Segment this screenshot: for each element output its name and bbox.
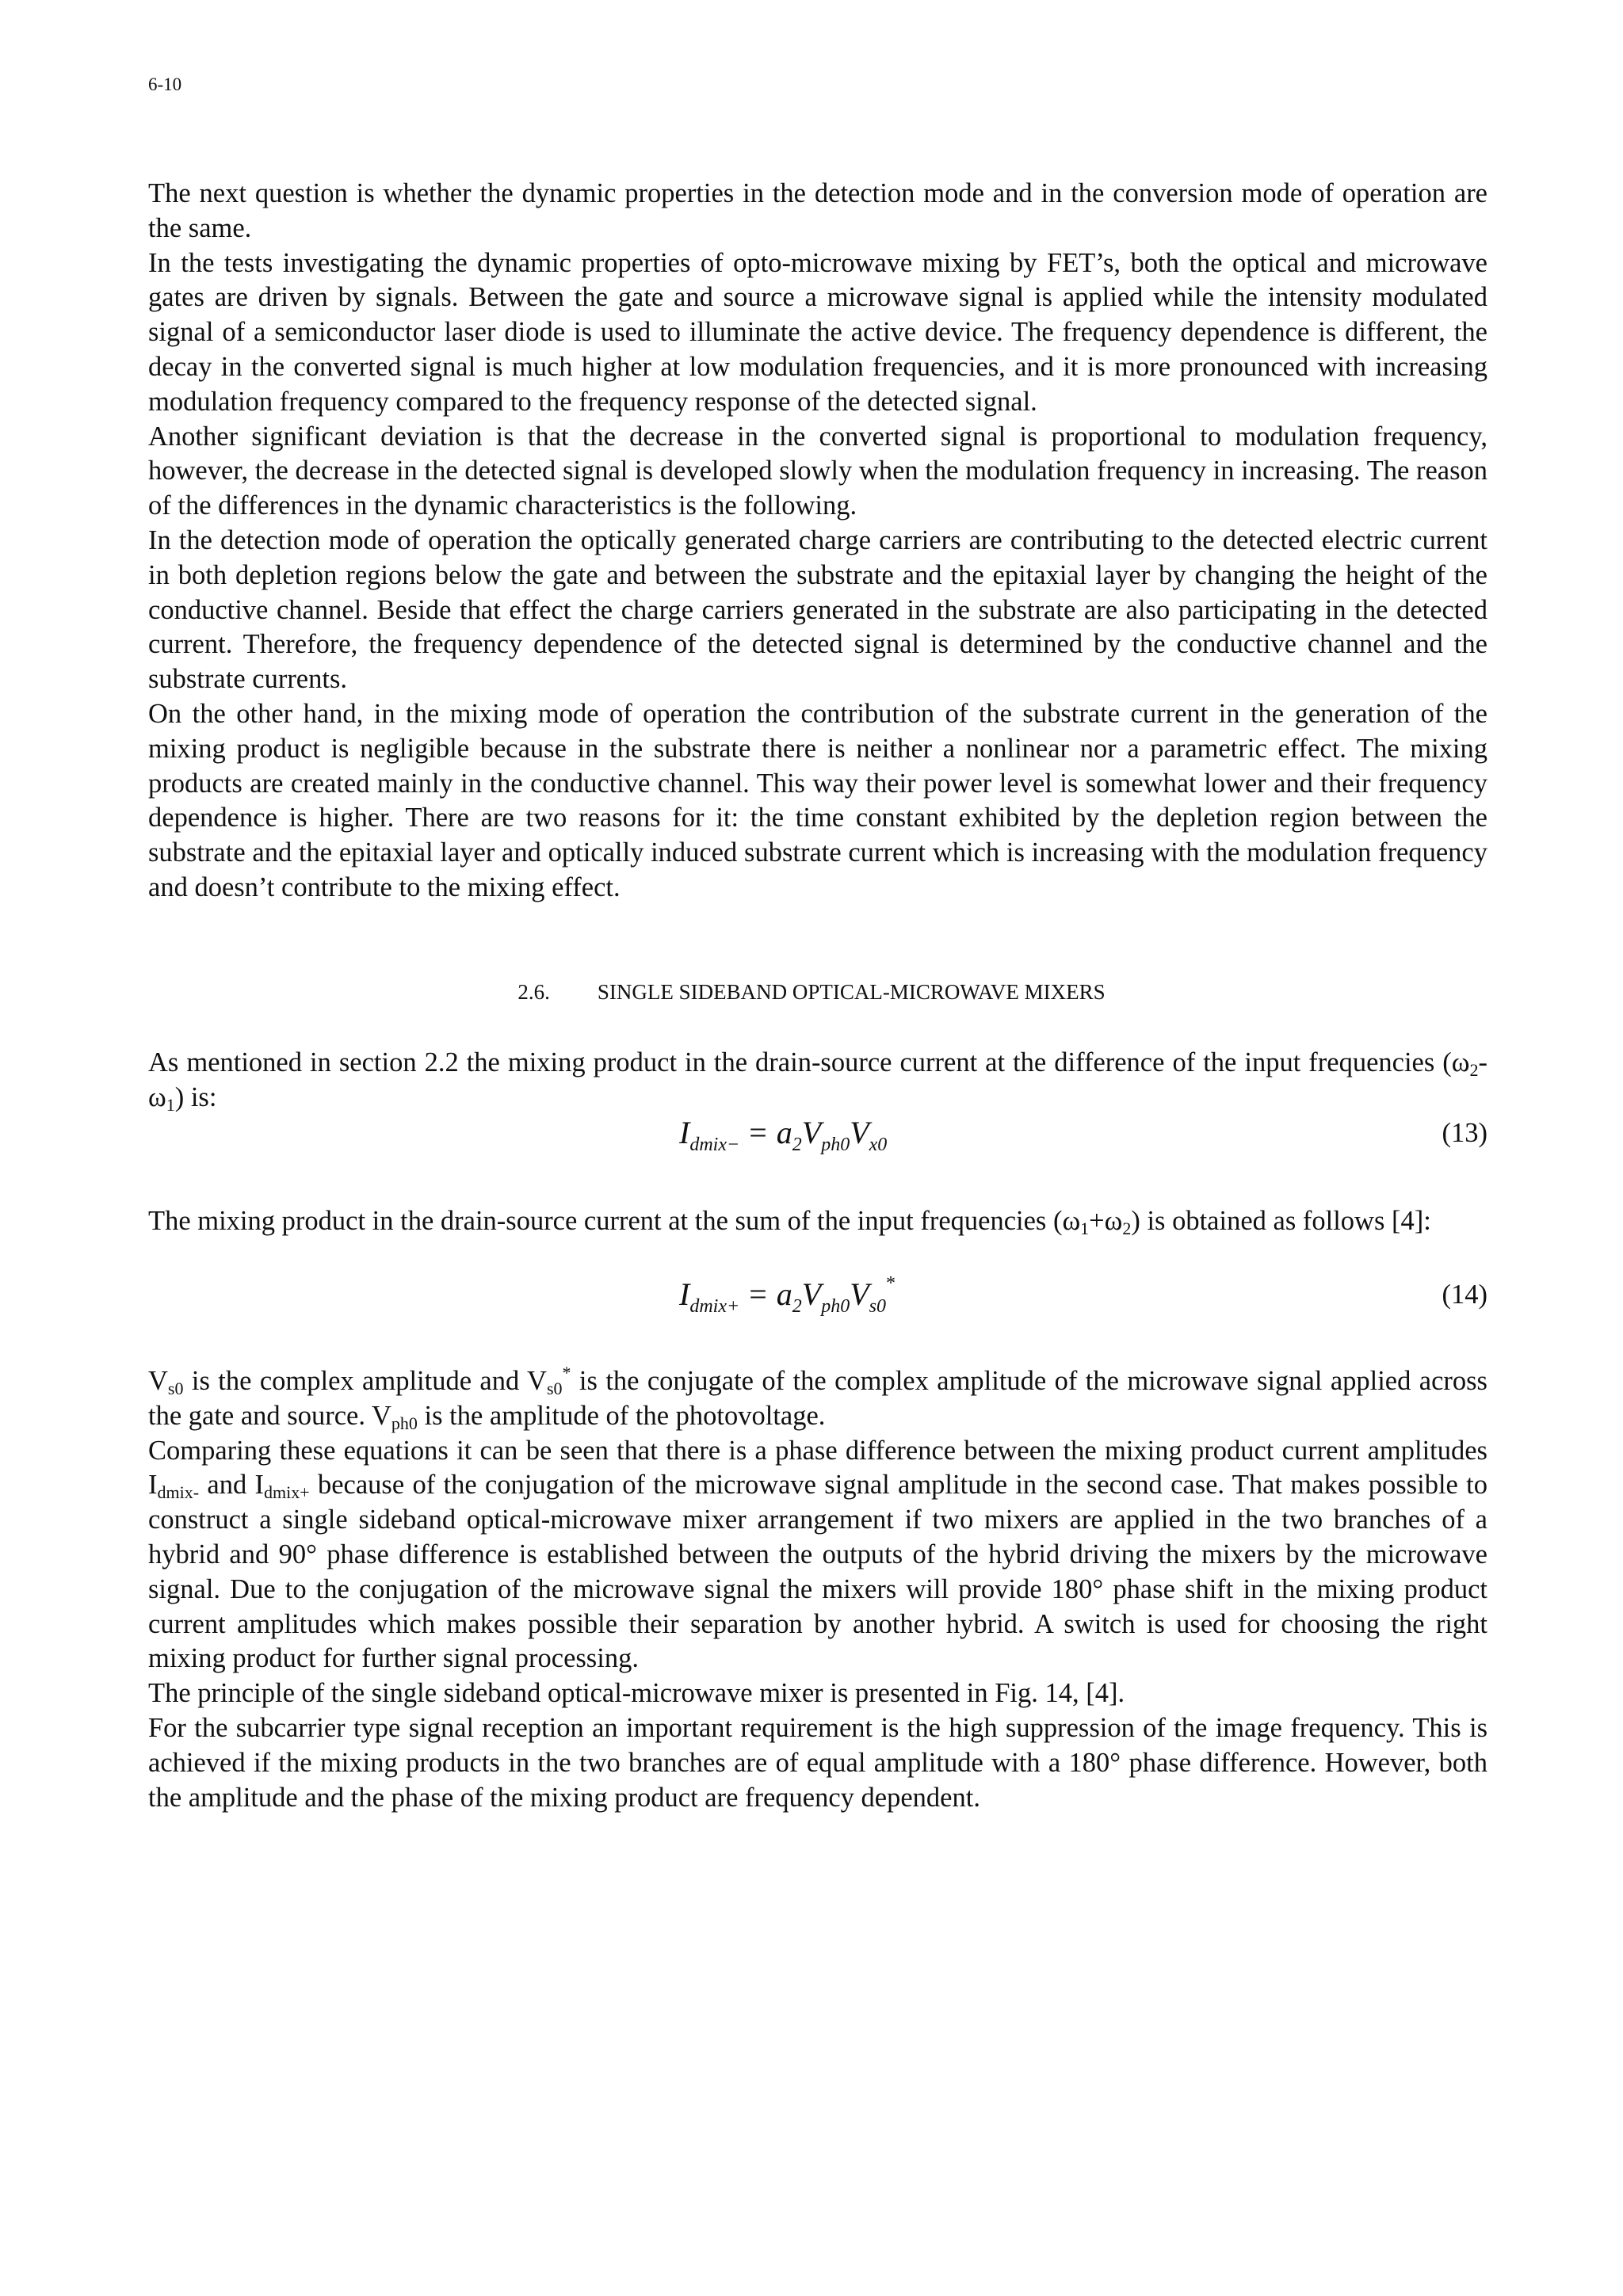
paragraph: For the subcarrier type signal reception an important requirement is the high suppression of the image frequency. This is achieved if the mixing products in the two branches are of equal amplitude with a 180° phase difference. However, both the amplitude and the phase of the mixing product are frequency dependent.	[148, 1712, 1487, 1813]
equation-13	[148, 1111, 1487, 1158]
equation-14	[148, 1272, 1487, 1320]
paragraph: Another significant deviation is that the decrease in the converted signal is proportional to modulation frequency, however, the decrease in the detected signal is developed slowly when the modulation frequency in increasing. The reason of the differences in the dynamic characteristics is the following.	[148, 421, 1487, 521]
paragraph: As mentioned in section 2.2 the mixing product in the drain-source current at the difference of the input frequencies $(\omega_2-\omega_1)$ is:	[148, 1047, 1487, 1115]
paragraph: In the detection mode of operation the optically generated charge carriers are contributing to the detected electric current in both depletion regions below the gate and between the substrate and the epitaxial layer by changing the height of the conductive channel. Beside that effect the charge carriers generated in the substrate are also participating in the detected current. Therefore, the frequency dependence of the detected signal is determined by the conductive channel and the substrate currents.	[148, 524, 1487, 695]
body-text-upper	[148, 177, 1487, 906]
equation-formula: $I_{dmix-} = a_2V_{ph0}V_{x0}$	[679, 1115, 888, 1155]
section-number: 2.6.	[517, 980, 550, 1004]
section-heading	[0, 978, 1623, 1006]
section-title: SINGLE SIDEBAND OPTICAL-MICROWAVE MIXERS	[597, 980, 1106, 1004]
page-number: 6-10	[148, 74, 182, 94]
intro-equation-14	[148, 1204, 1487, 1239]
paragraph: On the other hand, in the mixing mode of operation the contribution of the substrate current in the generation of the mixing product is negligible because in the substrate there is neither a nonlinear nor a parametric effect. The mixing products are created mainly in the conductive channel. This way their power level is somewhat lower and their frequency dependence is higher. There are two reasons for it: the time constant exhibited by the depletion region between the substrate and the epitaxial layer and optically induced substrate current which is increasing with the modulation frequency and doesn’t contribute to the mixing effect.	[148, 698, 1487, 902]
equation-number: (14)	[1442, 1280, 1487, 1310]
intro-equation-13	[148, 1046, 1487, 1116]
paragraph: The mixing product in the drain-source current at the sum of the input frequencies $(\omega_1+\omega_2)$ is obtained as follows [4]:	[148, 1206, 1431, 1238]
paragraph: Comparing these equations it can be seen that there is a phase difference between the mixing product current amplitudes $I_{dmix-}$ and $I_{dmix+}$ because of the conjugation of the microwave signal amplitude in the second case. That makes possible to construct a single sideband optical-microwave mixer arrangement if two mixers are applied in the two branches of a hybrid and 90° phase difference is established between the outputs of the hybrid driving the mixers by the microwave signal. Due to the conjugation of the microwave signal the mixers will provide 180° phase shift in the mixing product current amplitudes which makes possible their separation by another hybrid. A switch is used for choosing the right mixing product for further signal processing.	[148, 1435, 1487, 1674]
paragraph: The principle of the single sideband optical-microwave mixer is presented in Fig. 14, [4].	[148, 1678, 1125, 1709]
paragraph: $V_{s0}$ is the complex amplitude and $V_{s0}^*$ is the conjugate of the complex amplitude of the microwave signal applied across the gate and source. $V_{ph0}$ is the amplitude of the photovoltage.	[148, 1363, 1487, 1433]
paragraph: In the tests investigating the dynamic properties of opto-microwave mixing by FET’s, both the optical and microwave gates are driven by signals. Between the gate and source a microwave signal is applied while the intensity modulated signal of a semiconductor laser diode is used to illuminate the active device. The frequency dependence is different, the decay in the converted signal is much higher at low modulation frequencies, and it is more pronounced with increasing modulation frequency compared to the frequency response of the detected signal.	[148, 247, 1487, 417]
paragraph: The next question is whether the dynamic properties in the detection mode and in the conversion mode of operation are the same.	[148, 178, 1487, 243]
body-text-lower	[148, 1364, 1487, 1815]
equation-number: (13)	[1442, 1118, 1487, 1148]
equation-formula: $I_{dmix+} = a_2V_{ph0}V_{s0}^*$	[679, 1273, 896, 1317]
